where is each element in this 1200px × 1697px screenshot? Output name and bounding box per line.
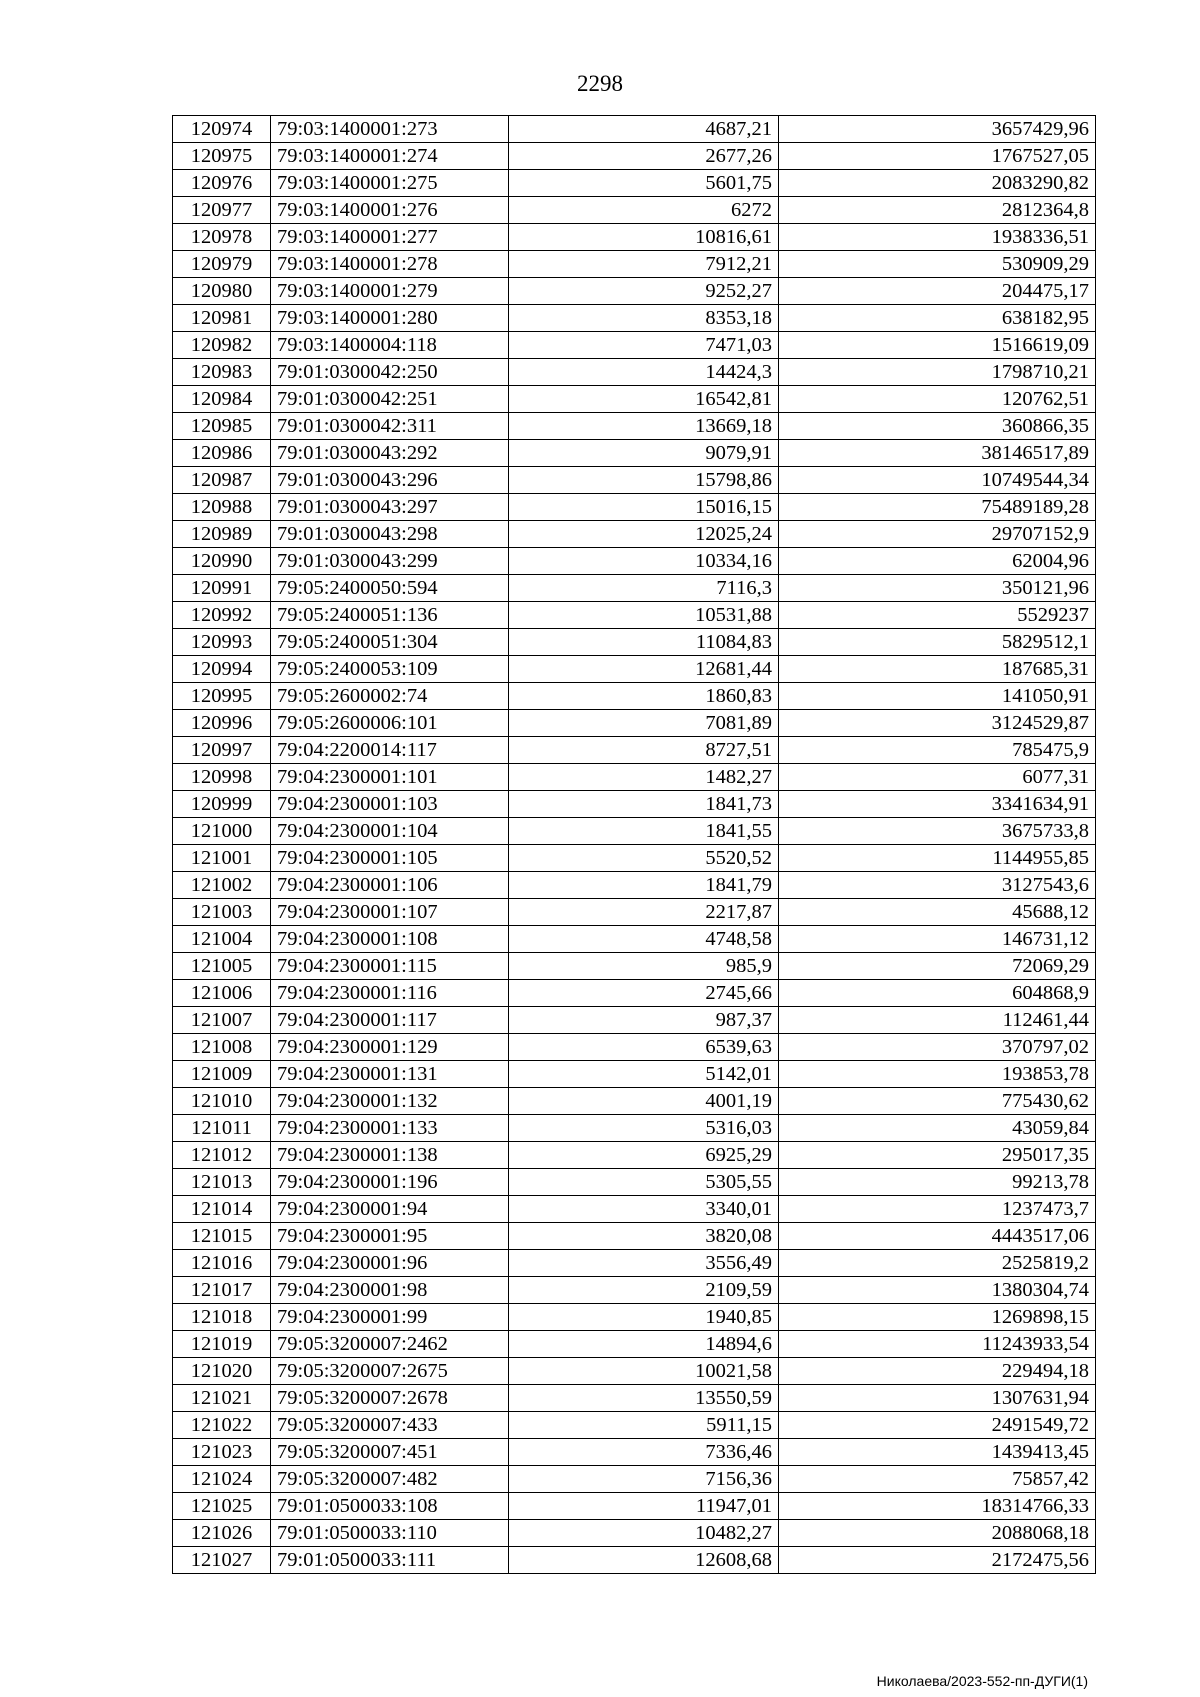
cadastral-value-cell: 1269898,15	[779, 1304, 1096, 1331]
row-number-cell: 121024	[173, 1466, 271, 1493]
cadastral-value-cell: 99213,78	[779, 1169, 1096, 1196]
table-row	[173, 980, 1096, 1007]
row-number-cell: 120980	[173, 278, 271, 305]
row-number-cell: 120977	[173, 197, 271, 224]
cadastral-value-cell: 295017,35	[779, 1142, 1096, 1169]
row-number-cell: 120994	[173, 656, 271, 683]
cadastral-value-cell: 604868,9	[779, 980, 1096, 1007]
area-value-cell: 7156,36	[509, 1466, 779, 1493]
table-row	[173, 791, 1096, 818]
table-row	[173, 1088, 1096, 1115]
cadastral-number-cell: 79:01:0500033:108	[271, 1493, 509, 1520]
table-row	[173, 710, 1096, 737]
cadastral-value-cell: 38146517,89	[779, 440, 1096, 467]
cadastral-value-cell: 2172475,56	[779, 1547, 1096, 1574]
cadastral-number-cell: 79:04:2300001:104	[271, 818, 509, 845]
row-number-cell: 121004	[173, 926, 271, 953]
cadastral-number-cell: 79:03:1400001:280	[271, 305, 509, 332]
row-number-cell: 120986	[173, 440, 271, 467]
row-number-cell: 120999	[173, 791, 271, 818]
cadastral-number-cell: 79:01:0300043:299	[271, 548, 509, 575]
area-value-cell: 10021,58	[509, 1358, 779, 1385]
area-value-cell: 7081,89	[509, 710, 779, 737]
area-value-cell: 10334,16	[509, 548, 779, 575]
table-row	[173, 1331, 1096, 1358]
area-value-cell: 5305,55	[509, 1169, 779, 1196]
area-value-cell: 3556,49	[509, 1250, 779, 1277]
cadastral-number-cell: 79:05:3200007:433	[271, 1412, 509, 1439]
cadastral-value-cell: 62004,96	[779, 548, 1096, 575]
cadastral-number-cell: 79:04:2300001:95	[271, 1223, 509, 1250]
area-value-cell: 5316,03	[509, 1115, 779, 1142]
table-row	[173, 872, 1096, 899]
row-number-cell: 121015	[173, 1223, 271, 1250]
cadastral-value-cell: 2083290,82	[779, 170, 1096, 197]
area-value-cell: 13669,18	[509, 413, 779, 440]
cadastral-number-cell: 79:01:0300042:311	[271, 413, 509, 440]
cadastral-value-cell: 3657429,96	[779, 116, 1096, 143]
table-row	[173, 1142, 1096, 1169]
row-number-cell: 121027	[173, 1547, 271, 1574]
row-number-cell: 121022	[173, 1412, 271, 1439]
table-row	[173, 845, 1096, 872]
table-row	[173, 548, 1096, 575]
cadastral-value-cell: 775430,62	[779, 1088, 1096, 1115]
row-number-cell: 120993	[173, 629, 271, 656]
cadastral-number-cell: 79:01:0300043:297	[271, 494, 509, 521]
cadastral-value-table	[172, 115, 1096, 1574]
row-number-cell: 121026	[173, 1520, 271, 1547]
row-number-cell: 121012	[173, 1142, 271, 1169]
cadastral-value-cell: 229494,18	[779, 1358, 1096, 1385]
cadastral-number-cell: 79:01:0500033:110	[271, 1520, 509, 1547]
cadastral-number-cell: 79:04:2300001:133	[271, 1115, 509, 1142]
cadastral-value-cell: 1798710,21	[779, 359, 1096, 386]
area-value-cell: 7471,03	[509, 332, 779, 359]
cadastral-number-cell: 79:04:2300001:105	[271, 845, 509, 872]
row-number-cell: 121014	[173, 1196, 271, 1223]
cadastral-number-cell: 79:03:1400001:276	[271, 197, 509, 224]
cadastral-number-cell: 79:04:2300001:116	[271, 980, 509, 1007]
table-row	[173, 224, 1096, 251]
cadastral-value-cell: 29707152,9	[779, 521, 1096, 548]
row-number-cell: 121010	[173, 1088, 271, 1115]
row-number-cell: 120991	[173, 575, 271, 602]
cadastral-number-cell: 79:03:1400001:273	[271, 116, 509, 143]
table-row	[173, 332, 1096, 359]
cadastral-number-cell: 79:05:2400051:304	[271, 629, 509, 656]
area-value-cell: 2677,26	[509, 143, 779, 170]
row-number-cell: 120983	[173, 359, 271, 386]
area-value-cell: 1482,27	[509, 764, 779, 791]
table-row	[173, 1520, 1096, 1547]
table-row	[173, 764, 1096, 791]
row-number-cell: 120976	[173, 170, 271, 197]
row-number-cell: 120981	[173, 305, 271, 332]
row-number-cell: 120974	[173, 116, 271, 143]
area-value-cell: 1841,73	[509, 791, 779, 818]
cadastral-value-cell: 5829512,1	[779, 629, 1096, 656]
row-number-cell: 120998	[173, 764, 271, 791]
table-row	[173, 1007, 1096, 1034]
area-value-cell: 1841,79	[509, 872, 779, 899]
cadastral-number-cell: 79:04:2300001:132	[271, 1088, 509, 1115]
cadastral-value-cell: 75489189,28	[779, 494, 1096, 521]
table-row	[173, 1196, 1096, 1223]
cadastral-number-cell: 79:05:2600002:74	[271, 683, 509, 710]
cadastral-number-cell: 79:05:2400053:109	[271, 656, 509, 683]
table-body	[173, 116, 1096, 1574]
area-value-cell: 5911,15	[509, 1412, 779, 1439]
cadastral-number-cell: 79:01:0500033:111	[271, 1547, 509, 1574]
area-value-cell: 7912,21	[509, 251, 779, 278]
table-row	[173, 1223, 1096, 1250]
cadastral-number-cell: 79:05:2400051:136	[271, 602, 509, 629]
table-row	[173, 683, 1096, 710]
cadastral-number-cell: 79:04:2300001:115	[271, 953, 509, 980]
row-number-cell: 121000	[173, 818, 271, 845]
table-row	[173, 305, 1096, 332]
cadastral-value-cell: 4443517,06	[779, 1223, 1096, 1250]
row-number-cell: 120978	[173, 224, 271, 251]
cadastral-number-cell: 79:04:2300001:103	[271, 791, 509, 818]
cadastral-value-cell: 141050,91	[779, 683, 1096, 710]
cadastral-number-cell: 79:05:3200007:2675	[271, 1358, 509, 1385]
area-value-cell: 8727,51	[509, 737, 779, 764]
cadastral-value-cell: 3124529,87	[779, 710, 1096, 737]
table-row	[173, 602, 1096, 629]
cadastral-value-cell: 187685,31	[779, 656, 1096, 683]
cadastral-number-cell: 79:04:2300001:196	[271, 1169, 509, 1196]
table-row	[173, 926, 1096, 953]
cadastral-value-cell: 72069,29	[779, 953, 1096, 980]
table-row	[173, 359, 1096, 386]
cadastral-value-cell: 1144955,85	[779, 845, 1096, 872]
table-row	[173, 1439, 1096, 1466]
area-value-cell: 3340,01	[509, 1196, 779, 1223]
cadastral-number-cell: 79:03:1400001:277	[271, 224, 509, 251]
cadastral-value-cell: 1380304,74	[779, 1277, 1096, 1304]
row-number-cell: 121020	[173, 1358, 271, 1385]
cadastral-value-cell: 43059,84	[779, 1115, 1096, 1142]
cadastral-value-cell: 530909,29	[779, 251, 1096, 278]
cadastral-value-cell: 45688,12	[779, 899, 1096, 926]
area-value-cell: 7116,3	[509, 575, 779, 602]
area-value-cell: 13550,59	[509, 1385, 779, 1412]
area-value-cell: 3820,08	[509, 1223, 779, 1250]
area-value-cell: 10531,88	[509, 602, 779, 629]
row-number-cell: 121005	[173, 953, 271, 980]
table-row	[173, 899, 1096, 926]
cadastral-number-cell: 79:01:0300042:251	[271, 386, 509, 413]
cadastral-value-cell: 2525819,2	[779, 1250, 1096, 1277]
row-number-cell: 120975	[173, 143, 271, 170]
cadastral-value-cell: 3127543,6	[779, 872, 1096, 899]
cadastral-number-cell: 79:04:2200014:117	[271, 737, 509, 764]
area-value-cell: 12608,68	[509, 1547, 779, 1574]
cadastral-number-cell: 79:04:2300001:138	[271, 1142, 509, 1169]
table-row	[173, 1034, 1096, 1061]
table-row	[173, 575, 1096, 602]
row-number-cell: 121009	[173, 1061, 271, 1088]
area-value-cell: 1860,83	[509, 683, 779, 710]
table-row	[173, 143, 1096, 170]
cadastral-value-cell: 6077,31	[779, 764, 1096, 791]
area-value-cell: 11084,83	[509, 629, 779, 656]
area-value-cell: 12681,44	[509, 656, 779, 683]
row-number-cell: 121011	[173, 1115, 271, 1142]
area-value-cell: 6539,63	[509, 1034, 779, 1061]
area-value-cell: 4748,58	[509, 926, 779, 953]
row-number-cell: 120979	[173, 251, 271, 278]
cadastral-value-cell: 193853,78	[779, 1061, 1096, 1088]
table-row	[173, 278, 1096, 305]
area-value-cell: 7336,46	[509, 1439, 779, 1466]
row-number-cell: 120996	[173, 710, 271, 737]
area-value-cell: 4687,21	[509, 116, 779, 143]
table-row	[173, 1493, 1096, 1520]
cadastral-number-cell: 79:04:2300001:96	[271, 1250, 509, 1277]
cadastral-value-cell: 785475,9	[779, 737, 1096, 764]
cadastral-value-cell: 3341634,91	[779, 791, 1096, 818]
cadastral-value-cell: 360866,35	[779, 413, 1096, 440]
row-number-cell: 121013	[173, 1169, 271, 1196]
cadastral-value-cell: 5529237	[779, 602, 1096, 629]
area-value-cell: 10482,27	[509, 1520, 779, 1547]
row-number-cell: 120988	[173, 494, 271, 521]
cadastral-number-cell: 79:04:2300001:117	[271, 1007, 509, 1034]
cadastral-value-cell: 2088068,18	[779, 1520, 1096, 1547]
row-number-cell: 120990	[173, 548, 271, 575]
cadastral-number-cell: 79:03:1400001:279	[271, 278, 509, 305]
row-number-cell: 120984	[173, 386, 271, 413]
table-row	[173, 116, 1096, 143]
row-number-cell: 120995	[173, 683, 271, 710]
area-value-cell: 985,9	[509, 953, 779, 980]
row-number-cell: 121023	[173, 1439, 271, 1466]
area-value-cell: 14894,6	[509, 1331, 779, 1358]
cadastral-value-cell: 3675733,8	[779, 818, 1096, 845]
row-number-cell: 121002	[173, 872, 271, 899]
cadastral-number-cell: 79:04:2300001:106	[271, 872, 509, 899]
area-value-cell: 15798,86	[509, 467, 779, 494]
table-row	[173, 1250, 1096, 1277]
row-number-cell: 121025	[173, 1493, 271, 1520]
table-row	[173, 656, 1096, 683]
row-number-cell: 121017	[173, 1277, 271, 1304]
cadastral-number-cell: 79:05:3200007:482	[271, 1466, 509, 1493]
row-number-cell: 120987	[173, 467, 271, 494]
cadastral-value-cell: 1307631,94	[779, 1385, 1096, 1412]
table-row	[173, 1304, 1096, 1331]
area-value-cell: 10816,61	[509, 224, 779, 251]
table-row	[173, 251, 1096, 278]
cadastral-number-cell: 79:01:0300043:298	[271, 521, 509, 548]
table-row	[173, 737, 1096, 764]
table-row	[173, 629, 1096, 656]
area-value-cell: 5601,75	[509, 170, 779, 197]
row-number-cell: 121007	[173, 1007, 271, 1034]
row-number-cell: 120992	[173, 602, 271, 629]
table-row	[173, 521, 1096, 548]
cadastral-value-cell: 1516619,09	[779, 332, 1096, 359]
area-value-cell: 6925,29	[509, 1142, 779, 1169]
area-value-cell: 16542,81	[509, 386, 779, 413]
area-value-cell: 8353,18	[509, 305, 779, 332]
table-row	[173, 413, 1096, 440]
table-row	[173, 197, 1096, 224]
row-number-cell: 121019	[173, 1331, 271, 1358]
row-number-cell: 120989	[173, 521, 271, 548]
cadastral-value-cell: 638182,95	[779, 305, 1096, 332]
cadastral-value-cell: 1767527,05	[779, 143, 1096, 170]
table-row	[173, 170, 1096, 197]
table-row	[173, 1466, 1096, 1493]
cadastral-number-cell: 79:04:2300001:107	[271, 899, 509, 926]
row-number-cell: 121018	[173, 1304, 271, 1331]
table-row	[173, 386, 1096, 413]
area-value-cell: 5520,52	[509, 845, 779, 872]
table-row	[173, 953, 1096, 980]
cadastral-number-cell: 79:01:0300043:292	[271, 440, 509, 467]
table-row	[173, 1385, 1096, 1412]
cadastral-number-cell: 79:04:2300001:101	[271, 764, 509, 791]
cadastral-number-cell: 79:05:2600006:101	[271, 710, 509, 737]
area-value-cell: 6272	[509, 197, 779, 224]
table-row	[173, 1169, 1096, 1196]
cadastral-value-cell: 2491549,72	[779, 1412, 1096, 1439]
cadastral-value-cell: 204475,17	[779, 278, 1096, 305]
area-value-cell: 1940,85	[509, 1304, 779, 1331]
area-value-cell: 1841,55	[509, 818, 779, 845]
cadastral-value-cell: 2812364,8	[779, 197, 1096, 224]
cadastral-number-cell: 79:05:3200007:2678	[271, 1385, 509, 1412]
page-number: 2298	[577, 71, 623, 96]
document-footer: Николаева/2023-552-пп-ДУГИ(1)	[876, 1673, 1088, 1689]
area-value-cell: 2217,87	[509, 899, 779, 926]
cadastral-number-cell: 79:04:2300001:129	[271, 1034, 509, 1061]
cadastral-number-cell: 79:01:0300043:296	[271, 467, 509, 494]
area-value-cell: 2745,66	[509, 980, 779, 1007]
area-value-cell: 11947,01	[509, 1493, 779, 1520]
cadastral-value-cell: 112461,44	[779, 1007, 1096, 1034]
area-value-cell: 15016,15	[509, 494, 779, 521]
cadastral-number-cell: 79:04:2300001:94	[271, 1196, 509, 1223]
row-number-cell: 120997	[173, 737, 271, 764]
cadastral-value-cell: 1938336,51	[779, 224, 1096, 251]
area-value-cell: 9079,91	[509, 440, 779, 467]
row-number-cell: 121003	[173, 899, 271, 926]
table-row	[173, 467, 1096, 494]
area-value-cell: 5142,01	[509, 1061, 779, 1088]
cadastral-value-cell: 18314766,33	[779, 1493, 1096, 1520]
cadastral-number-cell: 79:03:1400001:274	[271, 143, 509, 170]
cadastral-number-cell: 79:05:3200007:451	[271, 1439, 509, 1466]
area-value-cell: 4001,19	[509, 1088, 779, 1115]
cadastral-value-cell: 370797,02	[779, 1034, 1096, 1061]
table-row	[173, 1412, 1096, 1439]
table-row	[173, 1358, 1096, 1385]
area-value-cell: 14424,3	[509, 359, 779, 386]
cadastral-number-cell: 79:05:3200007:2462	[271, 1331, 509, 1358]
cadastral-value-cell: 11243933,54	[779, 1331, 1096, 1358]
cadastral-number-cell: 79:05:2400050:594	[271, 575, 509, 602]
row-number-cell: 121006	[173, 980, 271, 1007]
cadastral-value-cell: 1439413,45	[779, 1439, 1096, 1466]
cadastral-number-cell: 79:01:0300042:250	[271, 359, 509, 386]
cadastral-number-cell: 79:04:2300001:98	[271, 1277, 509, 1304]
table-row	[173, 818, 1096, 845]
table-row	[173, 1277, 1096, 1304]
area-value-cell: 987,37	[509, 1007, 779, 1034]
cadastral-number-cell: 79:03:1400001:278	[271, 251, 509, 278]
row-number-cell: 121001	[173, 845, 271, 872]
area-value-cell: 12025,24	[509, 521, 779, 548]
cadastral-number-cell: 79:04:2300001:99	[271, 1304, 509, 1331]
area-value-cell: 2109,59	[509, 1277, 779, 1304]
cadastral-value-cell: 1237473,7	[779, 1196, 1096, 1223]
cadastral-value-cell: 350121,96	[779, 575, 1096, 602]
cadastral-number-cell: 79:03:1400001:275	[271, 170, 509, 197]
table-row	[173, 440, 1096, 467]
row-number-cell: 121008	[173, 1034, 271, 1061]
cadastral-value-cell: 146731,12	[779, 926, 1096, 953]
row-number-cell: 120985	[173, 413, 271, 440]
cadastral-number-cell: 79:04:2300001:108	[271, 926, 509, 953]
table-row	[173, 1115, 1096, 1142]
table-row	[173, 1547, 1096, 1574]
row-number-cell: 120982	[173, 332, 271, 359]
table-row	[173, 1061, 1096, 1088]
cadastral-number-cell: 79:04:2300001:131	[271, 1061, 509, 1088]
cadastral-value-cell: 10749544,34	[779, 467, 1096, 494]
cadastral-value-cell: 120762,51	[779, 386, 1096, 413]
table-row	[173, 494, 1096, 521]
row-number-cell: 121016	[173, 1250, 271, 1277]
area-value-cell: 9252,27	[509, 278, 779, 305]
cadastral-value-cell: 75857,42	[779, 1466, 1096, 1493]
row-number-cell: 121021	[173, 1385, 271, 1412]
cadastral-number-cell: 79:03:1400004:118	[271, 332, 509, 359]
